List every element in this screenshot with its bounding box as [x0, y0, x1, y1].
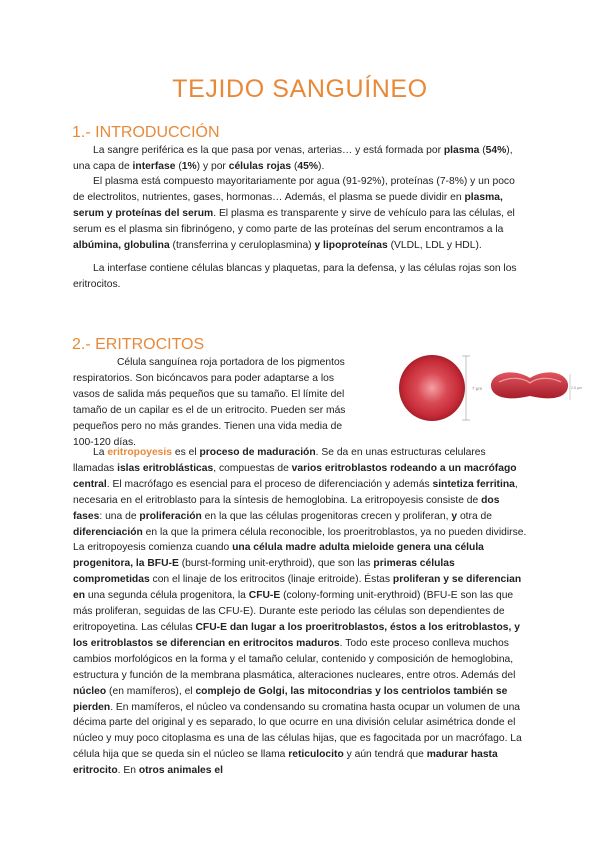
- bold-term: una célula madre adulta mieloide genera una célula progenitora, la BFU-E: [73, 542, 484, 570]
- bold-term: primeras células comprometidas: [73, 558, 455, 586]
- text-run: . Se da en unas estructuras celulares llamadas: [73, 447, 486, 474]
- bold-term: y lipoproteínas: [314, 239, 388, 251]
- text-run: en la que la primera célula reconocible, los proeritroblastos, ya no pueden dividirse. La eritropoyesis comienza cuando: [73, 526, 527, 554]
- text-run: (VLDL, LDL y HDL).: [387, 239, 482, 251]
- text-run: . El plasma es transparente y sirve de vehículo para las células, el serum es el plasma sin fibrinógeno, y como parte de las proteínas del serum encontramos a la: [73, 207, 515, 235]
- erythrocyte-illustration: [396, 352, 583, 424]
- text-run: La sangre periférica es la que pasa por venas, arterias… y está formada por: [93, 145, 444, 156]
- bold-term: proceso de maduración: [199, 447, 316, 458]
- intro-paragraph-2: [73, 174, 528, 254]
- text-run: ).: [318, 160, 325, 172]
- bold-term: proliferan y se diferencian en: [73, 574, 522, 602]
- text-run: , necesaria en el eritroblasto para la síntesis de hemoglobina. La eritropoyesis consiste de: [73, 478, 518, 506]
- text-run: otra de: [457, 510, 493, 522]
- text-run: con el linaje de los eritrocitos (linaje eritroide). Éstas: [149, 574, 393, 586]
- text-run: ) y por: [196, 160, 229, 172]
- document-title: TEJIDO SANGUÍNEO: [172, 75, 428, 103]
- text-run: Célula sanguínea roja portadora de los pigmentos respiratorios. Son bicóncavos para poder adaptarse a los vasos de salida más pequeños que su tamaño. El límite del tamaño de un capilar es el de un eritrocito. Pueden ser más pequeños pero no más grandes. Tienen una vida media de 100-120 días.: [73, 357, 346, 448]
- bold-term: complejo de Golgi, las mitocondrias y los centriolos también se pierden: [73, 685, 508, 713]
- bold-term: CFU-E dan lugar a los proeritroblastos, éstos a los eritroblastos, y los eritroblastos se diferencian en eritrocitos maduros: [73, 621, 520, 649]
- bold-term: 1%: [181, 160, 197, 172]
- text-run: . El macrófago es esencial para el proceso de diferenciación y además: [106, 478, 433, 490]
- text-run: en la que las células progenitoras crecen y proliferan,: [201, 510, 452, 522]
- bold-term: sintetiza ferritina: [432, 478, 515, 490]
- bold-term: células rojas: [228, 160, 292, 172]
- bold-term: madurar hasta eritrocito: [73, 749, 498, 777]
- bold-term: 45%: [297, 160, 319, 172]
- bold-term: núcleo: [73, 685, 107, 697]
- section-heading-introduccion: 1.- INTRODUCCIÓN: [72, 124, 220, 141]
- text-run: El plasma está compuesto mayoritariamente por agua (91-92%), proteínas (7-8%) y un poco de electrolitos, nutrientes, gases, hormonas… Además, el plasma se puede dividir en: [73, 176, 515, 203]
- eritrocitos-paragraph-2: [73, 445, 528, 779]
- bold-term: varios eritroblastos rodeando a un macrófago central: [73, 462, 517, 490]
- bold-term: diferenciación: [73, 526, 143, 538]
- text-run: . Todo este proceso conlleva muchos cambios morfológicos en la forma y el tamaño celular, contenido y composición de hemoglobina, estructura y función de la membrana plasmática, alteraciones nucleares, entre otros. Además del: [73, 637, 516, 681]
- text-run: (burst-forming unit-erythroid), que son las: [178, 558, 374, 570]
- text-run: (: [479, 145, 486, 156]
- text-run: ), una capa de: [73, 145, 513, 172]
- bold-term: reticulocito: [288, 749, 344, 761]
- erythrocyte-side-view: [491, 372, 568, 398]
- text-run: y aún tendrá que: [343, 749, 427, 761]
- section-heading-eritrocitos: 2.- ERITROCITOS: [72, 336, 205, 353]
- text-run: (en mamíferos), el: [106, 685, 196, 697]
- bold-term: CFU-E: [248, 590, 281, 602]
- bold-term: dos fases: [73, 494, 500, 522]
- intro-paragraph-1: [73, 143, 528, 175]
- text-run: La interfase contiene células blancas y plaquetas, para la defensa, y las células rojas son los eritrocitos.: [73, 263, 517, 290]
- intro-paragraph-3: [73, 261, 528, 293]
- bold-term: plasma, serum y proteínas del serum: [73, 191, 503, 219]
- bold-term: islas eritroblásticas: [117, 462, 214, 474]
- bold-term: albúmina, globulina: [73, 239, 170, 251]
- text-run: (: [291, 160, 298, 172]
- thickness-label: 2,5 µm: [571, 386, 583, 390]
- bold-term: interfase: [132, 160, 176, 172]
- bold-term: y: [451, 510, 458, 522]
- bold-term: plasma: [443, 145, 480, 156]
- text-run: La: [93, 447, 108, 458]
- erythrocyte-top-view: [399, 355, 465, 421]
- text-run: : una de: [99, 510, 140, 522]
- highlighted-term: eritropoyesis: [107, 447, 172, 458]
- text-run: (colony-forming unit-erythroid) (BFU-E son las que más proliferan, seguidas de las CFU-E). Durante este periodo las células son dependientes de eritropoyetina. Las células: [73, 590, 514, 633]
- text-run: , compuestas de: [213, 462, 292, 474]
- bold-term: 54%: [485, 145, 507, 156]
- text-run: . En: [117, 765, 139, 777]
- text-run: (transferrina y ceruloplasmina): [169, 239, 315, 251]
- bold-term: proliferación: [139, 510, 202, 522]
- eritrocitos-paragraph-1: [73, 355, 363, 450]
- width-label: 7 µm: [472, 386, 483, 391]
- text-run: es el: [172, 447, 200, 458]
- bold-term: otros animales el: [138, 765, 223, 777]
- text-run: (: [175, 160, 182, 172]
- text-run: . En mamíferos, el núcleo va condensando su cromatina hasta ocupar un volumen de una décima parte del original y es separado, lo que ocurre en una división celular asimétrica donde el núcleo y muy poco citoplasma es una de las células hijas, que es fagocitada por un macrófago. La célula hija que se queda sin el núcleo se llama: [73, 701, 522, 761]
- text-run: una segunda célula progenitora, la: [85, 590, 249, 602]
